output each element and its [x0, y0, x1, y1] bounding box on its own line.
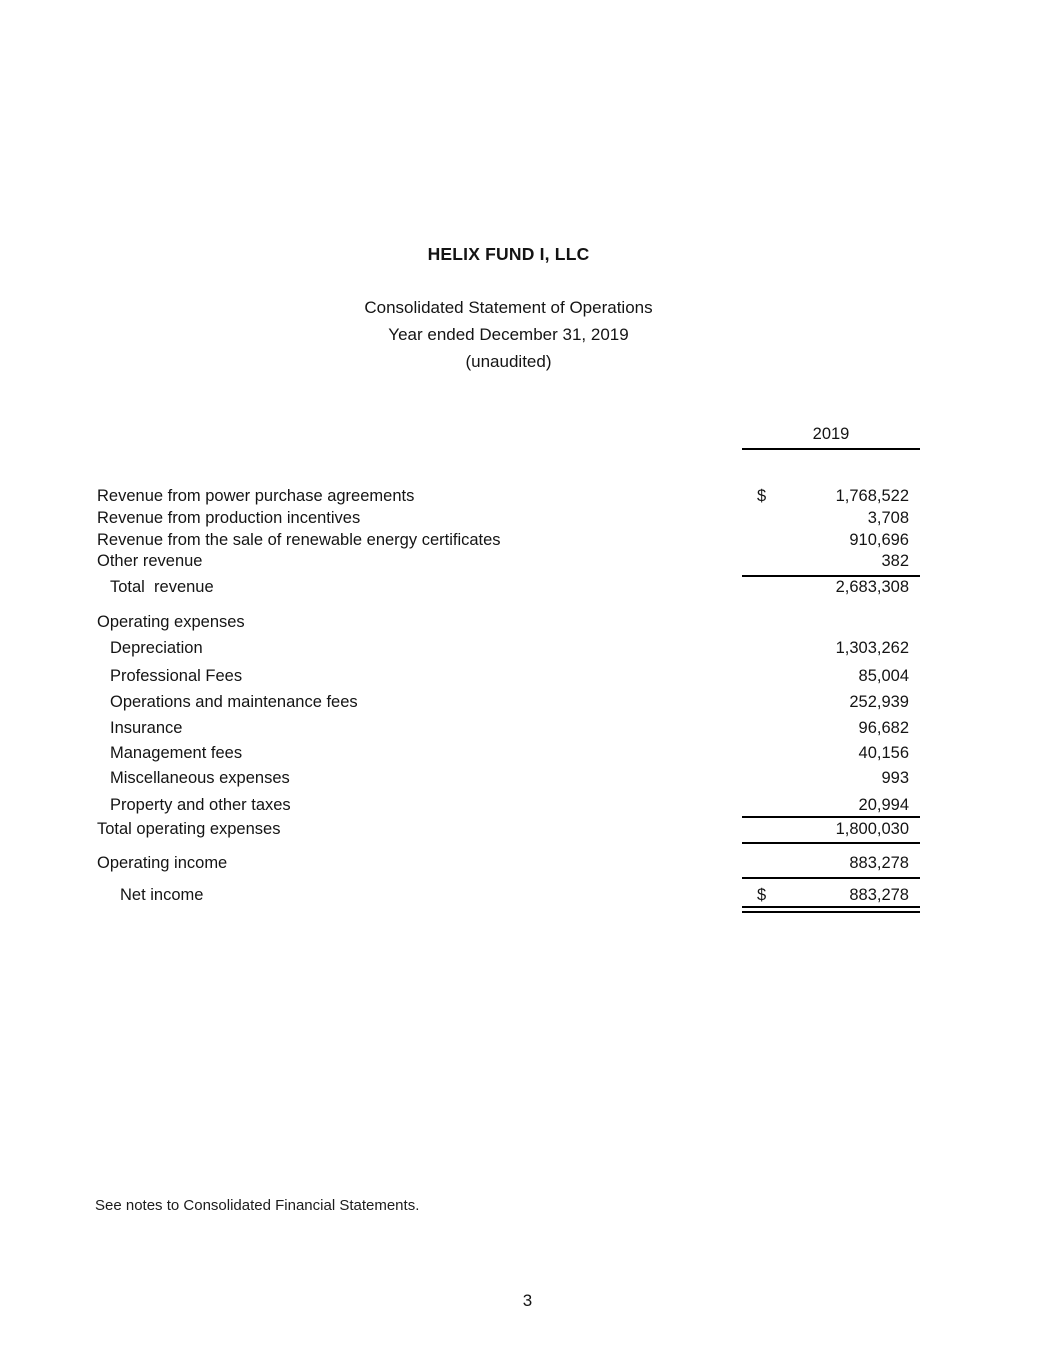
audit-status: (unaudited)	[465, 352, 552, 371]
amount-cell	[742, 718, 920, 739]
amount-cell	[742, 612, 920, 633]
amount-cell	[742, 530, 920, 551]
rule-year-header	[742, 448, 920, 450]
row-other-revenue	[97, 551, 920, 572]
year-column-header: 2019	[812, 425, 850, 443]
row-label: Insurance	[110, 719, 183, 737]
amount-value: 2,683,308	[835, 578, 909, 596]
row-label: Property and other taxes	[110, 796, 291, 814]
amount-value: 3,708	[867, 509, 909, 527]
amount-cell	[742, 743, 920, 764]
row-revenue-power-purchase	[97, 486, 920, 507]
row-operating-expenses-header	[97, 612, 920, 633]
row-professional-fees	[97, 666, 920, 687]
row-label: Management fees	[110, 744, 243, 762]
statement-title: Consolidated Statement of Operations	[364, 298, 653, 317]
row-insurance	[97, 718, 920, 739]
amount-value: 20,994	[858, 796, 909, 814]
row-label: Total operating expenses	[97, 820, 281, 838]
amount-cell	[742, 885, 920, 906]
amount-value: 85,004	[858, 667, 909, 685]
amount-value: 252,939	[849, 693, 909, 711]
row-operating-income	[97, 853, 920, 874]
row-label: Total revenue	[110, 578, 214, 596]
row-depreciation	[97, 638, 920, 659]
statement-header	[97, 294, 920, 375]
section-label: Operating expenses	[97, 613, 245, 631]
row-label: Operating income	[97, 854, 228, 872]
footnote: See notes to Consolidated Financial Statements.	[95, 1197, 420, 1214]
rule-expenses-subtotal	[742, 816, 920, 818]
amount-cell	[742, 795, 920, 816]
amount-cell	[742, 853, 920, 874]
row-miscellaneous-expenses	[97, 768, 920, 789]
row-label: Revenue from power purchase agreements	[97, 487, 415, 505]
statement-period: Year ended December 31, 2019	[388, 325, 629, 344]
amount-value: 993	[881, 769, 909, 787]
rule-net-income-double	[742, 906, 920, 913]
amount-value: 883,278	[849, 854, 909, 872]
amount-value: 96,682	[858, 719, 909, 737]
amount-value: 40,156	[858, 744, 909, 762]
row-label: Revenue from the sale of renewable energy certificates	[97, 531, 501, 549]
amount-cell	[742, 508, 920, 529]
amount-value: 883,278	[849, 886, 909, 904]
row-revenue-renewable-certificates	[97, 530, 920, 551]
page-number: 3	[522, 1291, 533, 1310]
row-net-income	[97, 885, 920, 906]
company-name: HELIX FUND I, LLC	[427, 244, 590, 264]
row-operations-maintenance-fees	[97, 692, 920, 713]
row-label: Depreciation	[110, 639, 203, 657]
amount-value: 910,696	[849, 531, 909, 549]
amount-cell	[742, 551, 920, 572]
rule-operating-income	[742, 877, 920, 879]
rule-total-operating-expenses	[742, 842, 920, 844]
amount-value: 1,768,522	[835, 487, 909, 505]
amount-value: 1,800,030	[835, 820, 909, 838]
amount-value: 382	[881, 552, 909, 570]
row-management-fees	[97, 743, 920, 764]
amount-cell	[742, 692, 920, 713]
dollar-sign: $	[757, 886, 767, 904]
row-label: Professional Fees	[110, 667, 243, 685]
amount-cell	[742, 577, 920, 598]
row-total-operating-expenses	[97, 819, 920, 840]
row-label: Miscellaneous expenses	[110, 769, 290, 787]
row-revenue-production-incentives	[97, 508, 920, 529]
amount-cell	[742, 768, 920, 789]
row-label: Other revenue	[97, 552, 203, 570]
row-label: Operations and maintenance fees	[110, 693, 358, 711]
row-label: Net income	[120, 886, 204, 904]
amount-value: 1,303,262	[835, 639, 909, 657]
amount-cell	[742, 666, 920, 687]
dollar-sign: $	[757, 487, 767, 505]
amount-cell	[742, 486, 920, 507]
amount-cell	[742, 638, 920, 659]
amount-cell	[742, 819, 920, 840]
row-label: Revenue from production incentives	[97, 509, 361, 527]
row-property-other-taxes	[97, 795, 920, 816]
row-total-revenue	[97, 577, 920, 598]
